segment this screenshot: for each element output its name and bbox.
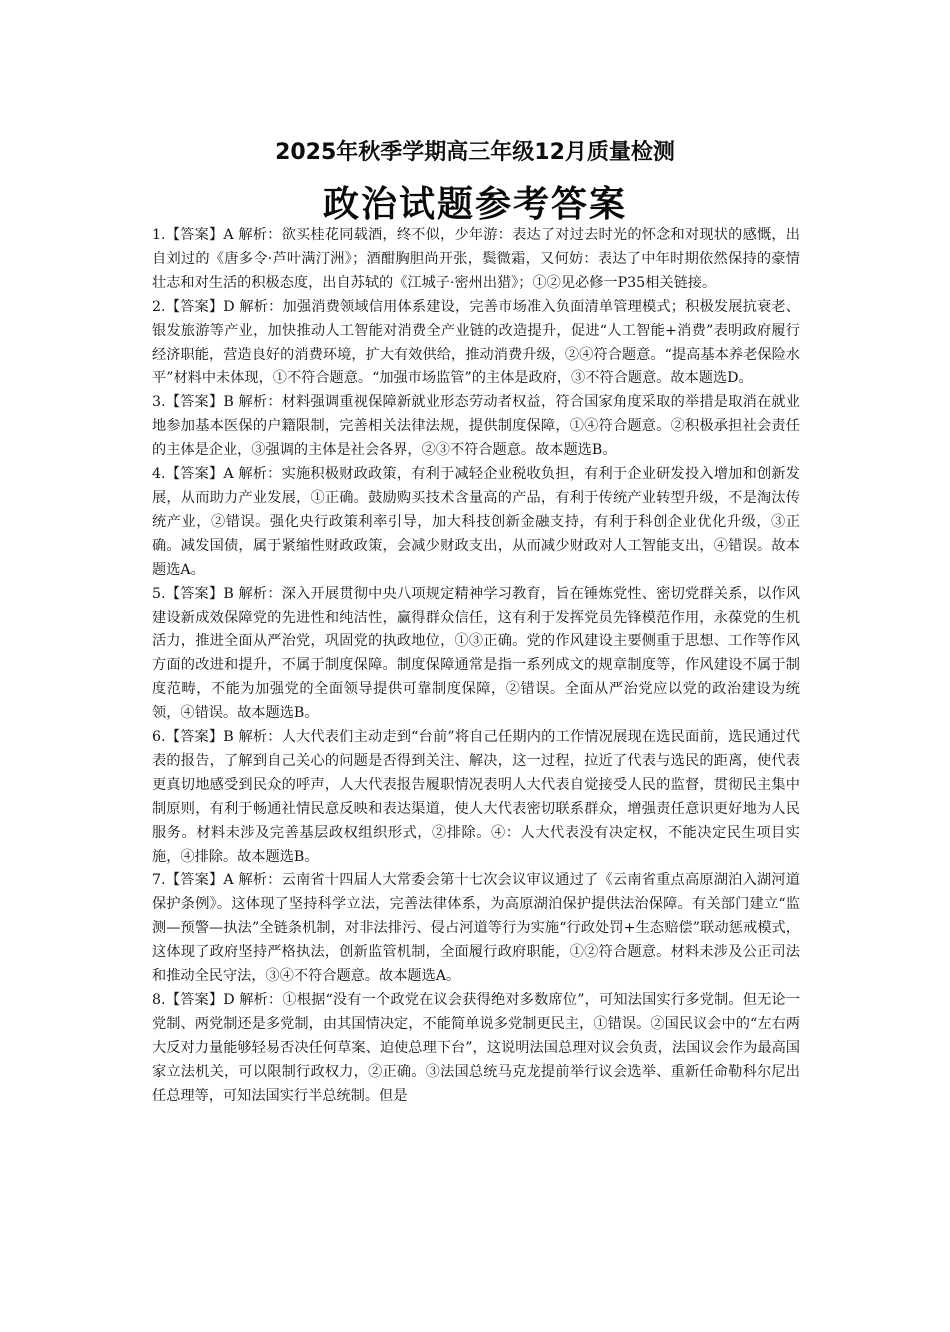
answer-item-3: 3.【答案】B 解析：材料强调重视保障新就业形态劳动者权益，符合国家角度采取的举措是取消在就业地参加基本医保的户籍限制，完善相关法律法规，提供制度保障，①④符合题意。②积极承担社会责任的主体是企业，③强调的主体是社会各界，②③不符合题意。故本题选B。 xyxy=(152,394,800,459)
answer-item-8: 8.【答案】D 解析：①根据“没有一个政党在议会获得绝对多数席位”，可知法国实行多党制。但无论一党制、两党制还是多党制，由其国情决定，不能简单说多党制更民主，①错误。②国民议会中的“左右两大反对力量能够轻易否决任何草案、迫使总理下台”，这说明法国总理对议会负责，法国议会作为最高国家立法机关，可以限制行政权力，②正确。③法国总统马克龙提前举行议会选举、重新任命勒科尔尼出任总理等，可知法国实行半总统制。但是 xyxy=(152,992,800,1104)
answer-item-7: 7.【答案】A 解析：云南省十四届人大常委会第十七次会议审议通过了《云南省重点高原湖泊入湖河道保护条例》。这体现了坚持科学立法，完善法律体系，为高原湖泊保护提供法治保障。有关部门建立“监测—预警—执法”全链条机制，对非法排污、侵占河道等行为实施“行政处罚+生态赔偿”联动惩戒模式，这体现了政府坚持严格执法，创新监管机制，全面履行政府职能，①②符合题意。材料未涉及公正司法和推动全民守法，③④不符合题意。故本题选A。 xyxy=(152,872,800,985)
answer-item-4: 4.【答案】A 解析：实施积极财政政策，有利于减轻企业税收负担，有利于企业研发投入增加和创新发展，从而助力产业发展，①正确。鼓励购买技术含量高的产品，有利于传统产业转型升级，不是淘汰传统产业，②错误。强化央行政策利率引导，加大科技创新金融支持，有利于科创企业优化升级，③正确。减发国债，属于紧缩性财政政策，会减少财政支出，从而减少财政对人工智能支出，④错误。故本题选A。 xyxy=(152,466,800,578)
document-subtitle: 2025年秋季学期高三年级12月质量检测 xyxy=(275,140,675,165)
answer-item-2: 2.【答案】D 解析：加强消费领域信用体系建设，完善市场准入负面清单管理模式；积极发展抗衰老、银发旅游等产业，加快推动人工智能对消费全产业链的改造提升，促进“人工智能+消费”表明政府履行经济职能，营造良好的消费环境，扩大有效供给，推动消费升级，②④符合题意。“提高基本养老保险水平”材料中未体现，①不符合题意。“加强市场监管”的主体是政府，③不符合题意。故本题选D。 xyxy=(152,298,800,387)
answer-item-5: 5.【答案】B 解析：深入开展贯彻中央八项规定精神学习教育，旨在锤炼党性、密切党群关系，以作风建设新成效保障党的先进性和纯洁性，赢得群众信任，这有利于发挥党员先锋模范作用，永葆党的生机活力，推进全面从严治党，巩固党的执政地位，①③正确。党的作风建设主要侧重于思想、工作等作风方面的改进和提升，不属于制度保障。制度保障通常是指一系列成文的规章制度等，作风建设不属于制度范畴，不能为加强党的全面领导提供可靠制度保障，②错误。全面从严治党应以党的政治建设为统领，④错误。故本题选B。 xyxy=(152,585,800,722)
answer-list xyxy=(152,224,800,1109)
document-title: 政治试题参考答案 xyxy=(322,184,627,225)
answer-item-6: 6.【答案】B 解析：人大代表们主动走到“台前”将自己任期内的工作情况展现在选民面前，选民通过代表的报告，了解到自己关心的问题是否得到关注、解决，这一过程，拉近了代表与选民的距离，使代表更真切地感受到民众的呼声，人大代表报告履职情况表明人大代表自觉接受人民的监督，贯彻民主集中制原则，有利于畅通社情民意反映和表达渠道，使人大代表密切联系群众，增强责任意识更好地为人民服务。材料未涉及完善基层政权组织形式，②排除。④：人大代表没有决定权，不能决定民生项目实施，④排除。故本题选B。 xyxy=(152,729,800,865)
answer-item-1: 1.【答案】A 解析：欲买桂花同载酒，终不似，少年游：表达了对过去时光的怀念和对现状的感慨，出自刘过的《唐多令·芦叶满汀洲》；酒酣胸胆尚开张，鬓微霜，又何妨：表达了中年时期依然保持的豪情壮志和对生活的积极态度，出自苏轼的《江城子·密州出猎》；①②见必修一P35相关链接。 xyxy=(152,227,800,291)
